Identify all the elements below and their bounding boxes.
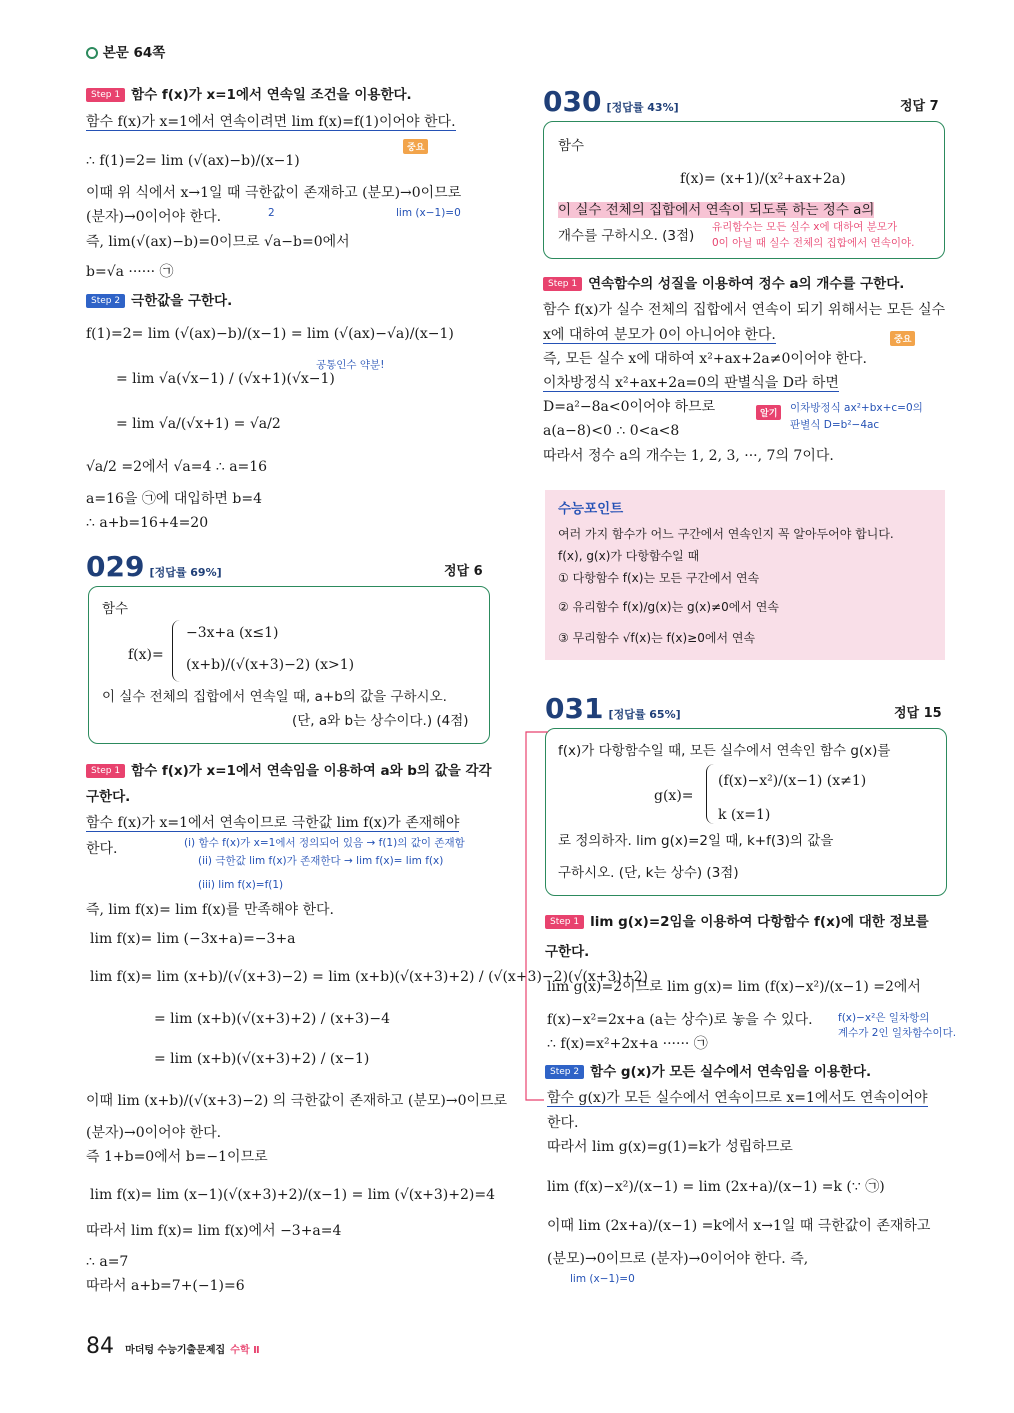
q029-n2: (ii) 극한값 lim f(x)가 존재한다 → lim f(x)= lim f(x): [198, 855, 444, 867]
q030-n1: 유리함수는 모든 실수 x에 대하여 분모가: [712, 221, 898, 233]
step2-heading: [86, 292, 232, 310]
important-badge: 중요: [403, 135, 428, 154]
q030-badge: 중요: [890, 327, 915, 346]
q029-s3: 함수 f(x)가 x=1에서 연속이므로 극한값 lim f(x)가 존재해야: [86, 815, 460, 831]
step2-text: 극한값을 구한다.: [131, 293, 233, 309]
q029-s8: = lim (x+b)(√(x+3)+2) / (x+3)−4: [154, 1011, 391, 1027]
q029-s7: lim f(x)= lim (x+b)/(√(x+3)−2) = lim (x+b)(√(x+3)+2) / (√(x+3)−2)(√(x+3)+2): [90, 969, 648, 985]
page-number: 84: [86, 1334, 114, 1359]
q031-p4: 구하시오. (단, k는 상수) (3점): [558, 865, 739, 881]
q029-brace: [172, 620, 181, 682]
q029-header: [86, 550, 222, 583]
connector-line: [520, 720, 560, 1110]
q029-p5: (단, a와 b는 상수이다.) (4점): [292, 713, 469, 729]
step1-heading: [86, 86, 412, 104]
q031-s8: 한다.: [547, 1115, 579, 1131]
q030-tip-badge: 알기: [756, 401, 781, 420]
circle-icon: [86, 47, 98, 59]
left-line5: 즉, lim(√(ax)−b)=0이므로 √a−b=0에서: [86, 234, 350, 250]
q031-number: 031: [545, 692, 604, 725]
q031-p1: f(x)가 다항함수일 때, 모든 실수에서 연속인 함수 g(x)를: [558, 743, 891, 759]
left-line4: (분자)→0이어야 한다.: [86, 209, 222, 225]
q031-p2a: (f(x)−x²)/(x−1) (x≠1): [718, 773, 867, 789]
q031-p3: 로 정의하자. lim g(x)=2일 때, k+f(3)의 값을: [558, 833, 834, 849]
q031-s13: lim (x−1)=0: [570, 1273, 635, 1285]
q030-tip2: 판별식 D=b²−4ac: [790, 419, 880, 431]
q029-p1: 함수: [102, 601, 129, 617]
point-l3: ① 다항함수 f(x)는 모든 구간에서 연속: [558, 571, 760, 585]
q029-step1: [86, 762, 492, 780]
left-line3: 이때 위 식에서 x→1일 때 극한값이 존재하고 (분모)→0이므로: [86, 185, 462, 201]
q031-step1: [545, 913, 929, 931]
left-line6: b=√a ······ ㉠: [86, 264, 174, 280]
q029-s6: lim f(x)= lim (−3x+a)=−3+a: [90, 931, 296, 947]
q031-s5: ∴ f(x)=x²+2x+a ······ ㉠: [547, 1036, 708, 1052]
q031-n2: 계수가 2인 일차함수이다.: [838, 1027, 957, 1039]
q029-s10: 이때 lim (x+b)/(√(x+3)−2) 의 극한값이 존재하고 (분모)→0이므로: [86, 1093, 508, 1109]
point-l1: 여러 가지 함수가 어느 구간에서 연속인지 꼭 알아두어야 합니다.: [558, 527, 894, 541]
q030-tip1: 이차방정식 ax²+bx+c=0의: [790, 402, 923, 414]
q030-step1: [543, 275, 904, 293]
q029-number: 029: [86, 550, 145, 583]
q029-p4: 이 실수 전체의 집합에서 연속일 때, a+b의 값을 구하시오.: [102, 689, 447, 705]
left-line1: 함수 f(x)가 x=1에서 연속이려면 lim f(x)=f(1)이어야 한다.: [86, 114, 456, 130]
left-line12: ∴ a+b=16+4=20: [86, 515, 209, 531]
q031-s1: lim g(x)=2임을 이용하여 다항함수 f(x)에 대한 정보를: [590, 914, 929, 930]
q030-rate: [정답률 43%]: [606, 101, 679, 114]
q030-step1-label: Step 1: [543, 277, 582, 291]
q029-s12: 즉 1+b=0에서 b=−1이므로: [86, 1149, 268, 1165]
q030-s6: a(a−8)<0 ∴ 0<a<8: [543, 423, 680, 439]
point-l5: ③ 무리함수 √f(x)는 f(x)≥0에서 연속: [558, 631, 756, 645]
q030-n2: 0이 아닐 때 실수 전체의 집합에서 연속이야.: [712, 237, 915, 249]
q031-s11: 이때 lim (2x+a)/(x−1) =k에서 x→1일 때 극한값이 존재하고: [547, 1218, 931, 1234]
q029-s11: (분자)→0이어야 한다.: [86, 1125, 222, 1141]
left-line7: f(1)=2= lim (√(ax)−b)/(x−1) = lim (√(ax)−√a)/(x−1): [86, 326, 454, 342]
q029-s2: 구한다.: [86, 789, 131, 805]
q030-number: 030: [543, 85, 602, 118]
q030-s1: 함수 f(x)가 실수 전체의 집합에서 연속이 되기 위해서는 모든 실수: [543, 302, 946, 318]
q030-s3: 즉, 모든 실수 x에 대하여 x²+ax+2a≠0이어야 한다.: [543, 351, 867, 367]
q030-s5: D=a²−8a<0이어야 하므로: [543, 399, 716, 415]
point-l2: f(x), g(x)가 다항함수일 때: [558, 549, 700, 563]
q029-s13: lim f(x)= lim (x−1)(√(x+3)+2)/(x−1) = lim (√(x+3)+2)=4: [90, 1187, 496, 1203]
q031-step1-label: Step 1: [545, 915, 584, 929]
point-title: 수능포인트: [558, 501, 624, 517]
q030-s0: 연속함수의 성질을 이용하여 정수 a의 개수를 구한다.: [588, 276, 905, 292]
footer: [86, 1334, 260, 1359]
q030-s2: x에 대하여 분모가 0이 아니어야 한다.: [543, 327, 776, 343]
section-text: 본문 64쪽: [102, 45, 166, 61]
q029-n3: (iii) lim f(x)=f(1): [198, 879, 284, 891]
left-line10: √a/2 =2에서 √a=4 ∴ a=16: [86, 459, 268, 475]
q029-rate: [정답률 69%]: [149, 566, 222, 579]
q031-header: [545, 692, 681, 725]
q029-step1-label: Step 1: [86, 764, 125, 778]
step1-label: Step 1: [86, 88, 125, 102]
q029-s15: ∴ a=7: [86, 1254, 129, 1270]
q031-s12: (분모)→0이므로 (분자)→0이어야 한다. 즉,: [547, 1251, 809, 1267]
q029-fx: f(x)=: [128, 647, 164, 663]
q029-answer: 정답 6: [444, 564, 483, 579]
note-common: 공통인수 약분!: [316, 359, 385, 371]
q029-s14: 따라서 lim f(x)= lim f(x)에서 −3+a=4: [86, 1223, 342, 1239]
left-line8: = lim √a(√x−1) / (√x+1)(√x−1): [116, 371, 335, 387]
q031-brace: [706, 764, 715, 824]
q031-step2-label: Step 2: [545, 1065, 584, 1079]
q030-p2: f(x)= (x+1)/(x²+ax+2a): [680, 171, 846, 187]
q029-s4: 한다.: [86, 841, 118, 857]
q030-p1: 함수: [558, 138, 585, 154]
q031-n1: f(x)−x²은 일차항의: [838, 1012, 930, 1024]
q029-p2: −3x+a (x≤1): [186, 625, 279, 641]
q031-step2: [545, 1063, 871, 1081]
q029-n1: (i) 함수 f(x)가 x=1에서 정의되어 있음 → f(1)의 값이 존재함: [184, 837, 465, 849]
left-line11: a=16을 ㉠에 대입하면 b=4: [86, 491, 262, 507]
q031-answer: 정답 15: [894, 706, 942, 721]
q031-rate: [정답률 65%]: [608, 708, 681, 721]
q029-p3: (x+b)/(√(x+3)−2) (x>1): [186, 657, 355, 673]
q030-header: [543, 85, 679, 118]
left-line2: ∴ f(1)=2= lim (√(ax)−b)/(x−1): [86, 153, 300, 169]
point-l4: ② 유리함수 f(x)/g(x)는 g(x)≠0에서 연속: [558, 600, 779, 614]
q031-s10: lim (f(x)−x²)/(x−1) = lim (2x+a)/(x−1) =k (∵ ㉠): [547, 1179, 885, 1195]
q029-s5: 즉, lim f(x)= lim f(x)를 만족해야 한다.: [86, 902, 334, 918]
q031-s6: 함수 g(x)가 모든 실수에서 연속임을 이용한다.: [590, 1064, 872, 1080]
q030-s4: 이차방정식 x²+ax+2a=0의 판별식을 D라 하면: [543, 375, 839, 391]
step2-label: Step 2: [86, 294, 125, 308]
note-two: 2: [268, 207, 275, 219]
q031-s9: 따라서 lim g(x)=g(1)=k가 성립하므로: [547, 1139, 793, 1155]
q030-p3: 이 실수 전체의 집합에서 연속이 되도록 하는 정수 a의: [558, 202, 875, 218]
q031-p2b: k (x=1): [718, 807, 771, 823]
q030-answer: 정답 7: [900, 99, 939, 114]
q031-s4: f(x)−x²=2x+a (a는 상수)로 놓을 수 있다.: [547, 1012, 813, 1028]
footer-title: 마더텅 수능기출문제집: [125, 1345, 226, 1356]
q031-gx: g(x)=: [654, 788, 694, 804]
step1-text: 함수 f(x)가 x=1에서 연속일 조건을 이용한다.: [131, 87, 412, 103]
q029-s16: 따라서 a+b=7+(−1)=6: [86, 1278, 245, 1294]
q031-s3: lim g(x)=2이므로 lim g(x)= lim (f(x)−x²)/(x−1) =2에서: [547, 979, 921, 995]
q031-s2: 구한다.: [545, 944, 590, 960]
q030-p4: 개수를 구하시오. (3점): [558, 228, 695, 244]
q031-s7: 함수 g(x)가 모든 실수에서 연속이므로 x=1에서도 연속이어야: [547, 1090, 928, 1106]
note-lim: lim (x−1)=0: [396, 207, 461, 219]
q029-s1: 함수 f(x)가 x=1에서 연속임을 이용하여 a와 b의 값을 각각: [131, 763, 492, 779]
q030-s7: 따라서 정수 a의 개수는 1, 2, 3, ···, 7의 7이다.: [543, 448, 834, 464]
left-line9: = lim √a/(√x+1) = √a/2: [116, 416, 281, 432]
section-ref: [86, 44, 165, 62]
q029-s9: = lim (x+b)(√(x+3)+2) / (x−1): [154, 1051, 370, 1067]
footer-subject: 수학 Ⅱ: [230, 1345, 260, 1356]
